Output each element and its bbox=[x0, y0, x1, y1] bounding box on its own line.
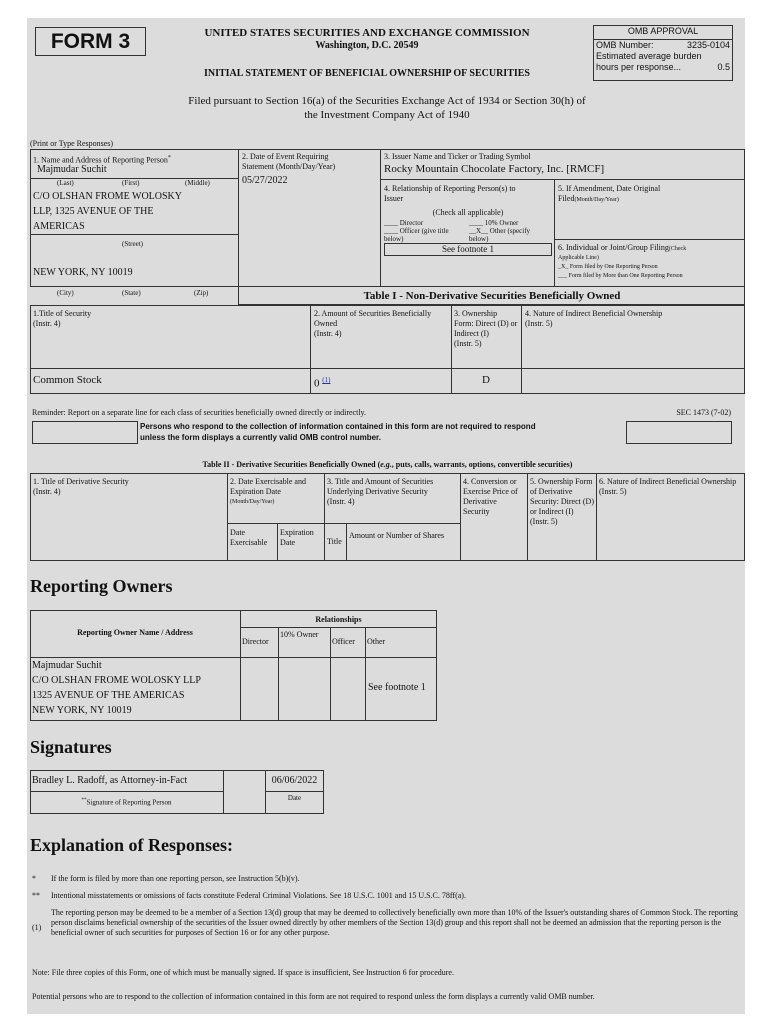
form-label: FORM 3 bbox=[50, 30, 131, 53]
event-date: 05/27/2022 bbox=[242, 175, 288, 186]
more-persons-option: ___ Form filed by More than One Reporting Person bbox=[558, 273, 683, 279]
one-person-option: _X_ Form filed by One Reporting Person bbox=[558, 264, 658, 270]
table1-title: Table I - Non-Derivative Securities Beneficially Owned bbox=[363, 290, 621, 302]
agency-location: Washington, D.C. 20549 bbox=[315, 40, 419, 51]
signatures-heading: Signatures bbox=[30, 737, 112, 757]
signer-name: Bradley L. Radoff, as Attorney-in-Fact bbox=[32, 775, 188, 786]
table1-col4-header: 4. Nature of Indirect Beneficial Ownership (Instr. 5) bbox=[525, 309, 663, 328]
omb-number-label: OMB Number: bbox=[596, 40, 654, 50]
other-below: below) bbox=[469, 235, 489, 243]
note2-text: Intentional misstatements or omissions of facts constitute Federal Criminal Violations. See 18 U.S.C. 1001 and 15 U.S.C. 78ff(a). bbox=[51, 891, 466, 900]
table1-row-title: Common Stock bbox=[33, 374, 102, 386]
box6-label-small: Applicable Line) bbox=[558, 255, 599, 261]
note1-mark: * bbox=[32, 874, 36, 883]
table2-col2b: Expiration Date bbox=[280, 528, 314, 547]
box5-label-2: Filed(Month/Day/Year) bbox=[558, 194, 619, 203]
note4-text: Potential persons who are to respond to the collection of information contained in this form are not required to respond unless the form displays a currently valid OMB number. bbox=[32, 992, 595, 1001]
owner-line-4: NEW YORK, NY 10019 bbox=[32, 705, 132, 716]
explanation-heading: Explanation of Responses: bbox=[30, 835, 234, 855]
table2-col3-header: 3. Title and Amount of Securities Underlying Derivative Security (Instr. 4) bbox=[327, 477, 434, 506]
director-header: Director bbox=[242, 637, 269, 646]
owner-line-2: C/O OLSHAN FROME WOLOSKY LLP bbox=[32, 675, 201, 686]
fn1-mark: (1) bbox=[32, 923, 42, 932]
first-label: (First) bbox=[122, 179, 140, 187]
box4-label-1: 4. Relationship of Reporting Person(s) to bbox=[384, 184, 516, 193]
footnote-link[interactable]: (1) bbox=[322, 376, 331, 384]
middle-label: (Middle) bbox=[185, 179, 210, 187]
relationships-header: Relationships bbox=[315, 615, 362, 624]
note3-text: Note: File three copies of this Form, one of which must be manually signed. If space is insufficient, See Instruction 6 for procedure. bbox=[32, 968, 454, 977]
note1-text: If the form is filed by more than one reporting person, see Instruction 5(b)(v). bbox=[51, 874, 300, 883]
reporting-person-name: Majmudar Suchit bbox=[37, 164, 107, 175]
officer-below: below) bbox=[384, 235, 404, 243]
street-label: (Street) bbox=[122, 240, 143, 248]
omb-hours-value: 0.5 bbox=[717, 62, 730, 72]
box6-label: 6. Individual or Joint/Group Filing(Check bbox=[558, 243, 687, 252]
date-label: Date bbox=[287, 794, 302, 802]
form-page bbox=[27, 18, 745, 1014]
omb-number-value: 3235-0104 bbox=[686, 40, 730, 50]
owner-other-value: See footnote 1 bbox=[368, 682, 426, 693]
table2-col2-header: 2. Date Exercisable and Expiration Date (Month/Day/Year) bbox=[230, 477, 306, 505]
city-label: (City) bbox=[57, 289, 74, 297]
table2-col4-header: 4. Conversion or Exercise Price of Derivative Security bbox=[463, 477, 518, 516]
box3-label: 3. Issuer Name and Ticker or Trading Symbol bbox=[384, 152, 531, 161]
omb-approval-box bbox=[593, 25, 733, 81]
box5-label-1: 5. If Amendment, Date Original bbox=[558, 184, 661, 193]
table2-col3b: Amount or Number of Shares bbox=[349, 531, 445, 540]
address-line-3: AMERICAS bbox=[33, 221, 85, 232]
last-label: (Last) bbox=[57, 179, 74, 187]
omb-hours-label: hours per response... bbox=[596, 62, 682, 72]
reporting-owners-heading: Reporting Owners bbox=[30, 576, 173, 596]
note2-mark: ** bbox=[32, 891, 40, 900]
address-line-2: LLP, 1325 AVENUE OF THE bbox=[33, 206, 154, 217]
check-all-applicable: (Check all applicable) bbox=[432, 208, 504, 217]
form-title: INITIAL STATEMENT OF BENEFICIAL OWNERSHIP OF SECURITIES bbox=[203, 68, 530, 79]
table2-col1-header: 1. Title of Derivative Security (Instr. 4) bbox=[33, 477, 129, 496]
signer-label: **Signature of Reporting Person bbox=[81, 798, 172, 807]
table2-col5-header: 5. Ownership Form of Derivative Security: Direct (D) or Indirect (I) (Instr. 5) bbox=[530, 477, 594, 526]
officer-header: Officer bbox=[332, 637, 355, 646]
table1-col2-header: 2. Amount of Securities Beneficially Owned (Instr. 4) bbox=[314, 309, 432, 338]
box1-label: 1. Name and Address of Reporting Person* bbox=[33, 155, 171, 165]
omb-notice-2: unless the form displays a currently valid OMB control number. bbox=[140, 433, 381, 442]
box4-label-2: Issuer bbox=[384, 194, 404, 203]
filed-pursuant-line-2: the Investment Company Act of 1940 bbox=[304, 109, 470, 121]
omb-notice-1: Persons who respond to the collection of information contained in this form are not required to respond bbox=[140, 422, 536, 431]
table1-col1-header: 1.Title of Security (Instr. 4) bbox=[33, 309, 92, 328]
form-label-box bbox=[35, 27, 146, 56]
print-type-note: (Print or Type Responses) bbox=[30, 139, 114, 148]
other-check: __X__ Other (specify bbox=[469, 227, 531, 235]
zip-label: (Zip) bbox=[194, 289, 209, 297]
issuer-name: Rocky Mountain Chocolate Factory, Inc. [RMCF] bbox=[384, 163, 605, 175]
box2-label-1: 2. Date of Event Requiring bbox=[242, 152, 329, 161]
fn1-text: The reporting person may be deemed to be a member of a Section 13(d) group that may be deemed to collectively beneficially own more than 10% of the Issuer's outstanding shares of Common Stock. The reporting person disclaims beneficial ownership of the securities of the Issuer owned directly by other members of the Section 13(d) group and this report shall not be deemed an admission that the reporting person is the beneficial owner of such securities for purposes of Section 16 or for any other purpose. bbox=[51, 908, 738, 937]
agency-name: UNITED STATES SECURITIES AND EXCHANGE COMMISSION bbox=[204, 27, 530, 39]
omb-burden-label: Estimated average burden bbox=[596, 51, 702, 61]
state-label: (State) bbox=[122, 289, 141, 297]
box2-label-2: Statement (Month/Day/Year) bbox=[242, 162, 336, 171]
owner-name-header: Reporting Owner Name / Address bbox=[77, 628, 193, 637]
table1-row-form: D bbox=[482, 374, 490, 386]
table2-col6-header: 6. Nature of Indirect Beneficial Ownership (Instr. 5) bbox=[599, 477, 737, 496]
table1-row-amount: 0 $^{(1)}$ bbox=[314, 376, 331, 390]
table1-col3-header: 3. Ownership Form: Direct (D) or Indirect (I) (Instr. 5) bbox=[454, 309, 518, 348]
sec-code: SEC 1473 (7-02) bbox=[676, 408, 731, 417]
filed-pursuant-line-1: Filed pursuant to Section 16(a) of the Securities Exchange Act of 1934 or Section 30(h) of bbox=[188, 95, 586, 107]
owner-line-1: Majmudar Suchit bbox=[32, 660, 102, 671]
address-line-1: C/O OLSHAN FROME WOLOSKY bbox=[33, 191, 182, 202]
omb-title: OMB APPROVAL bbox=[594, 26, 732, 40]
signature-date: 06/06/2022 bbox=[271, 775, 318, 786]
city-state-zip: NEW YORK, NY 10019 bbox=[33, 267, 133, 278]
relationship-footnote: See footnote 1 bbox=[384, 243, 552, 256]
owner-line-3: 1325 AVENUE OF THE AMERICAS bbox=[32, 690, 185, 701]
reminder-text: Reminder: Report on a separate line for each class of securities beneficially owned directly or indirectly. bbox=[32, 408, 367, 417]
director-check: ____ Director bbox=[384, 219, 424, 227]
ten-pct-owner-check: ____ 10% Owner bbox=[469, 219, 519, 227]
table2-title: Table II - Derivative Securities Beneficially Owned (e.g., puts, calls, warrants, options, convertible securities) bbox=[202, 460, 573, 469]
ten-pct-owner-header: 10% Owner bbox=[280, 630, 319, 639]
table2-col3a: Title bbox=[327, 537, 342, 546]
other-header: Other bbox=[367, 637, 386, 646]
table2-col2a: Date Exercisable bbox=[230, 528, 268, 547]
officer-check: ____ Officer (give title bbox=[384, 227, 449, 235]
